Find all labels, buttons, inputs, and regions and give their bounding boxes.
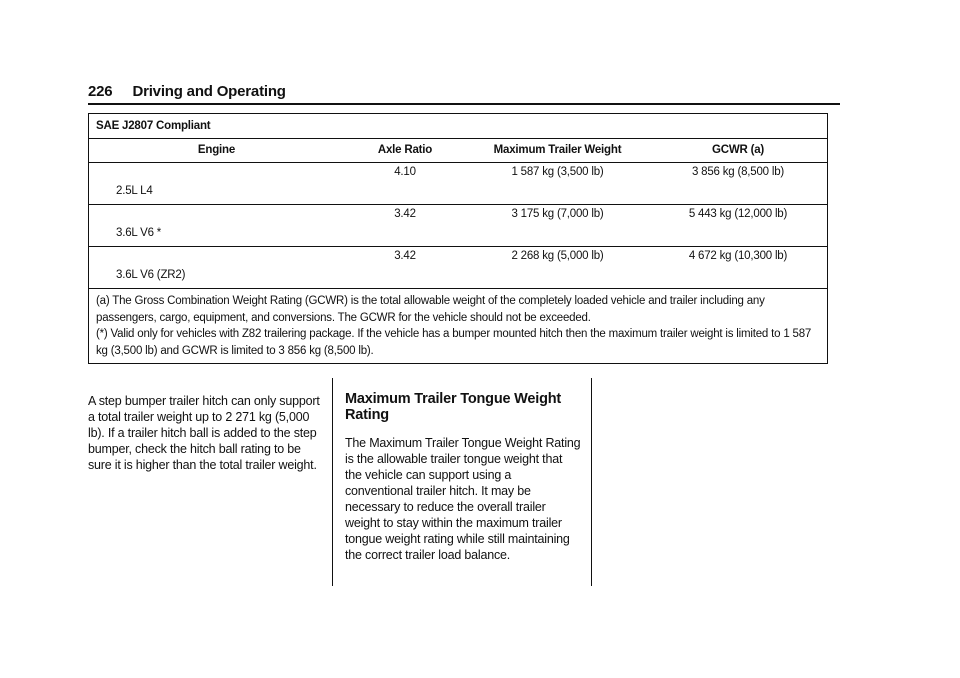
table-cell-axle-ratio: 3.42 [344,247,466,289]
section-title: Driving and Operating [132,83,286,100]
column-header-axle-ratio: Axle Ratio [344,139,466,163]
table-cell-max-trailer-weight: 1 587 kg (3,500 lb) [466,163,649,205]
column-divider [332,378,333,586]
table-cell-engine: 3.6L V6 (ZR2) [89,247,344,289]
table-notes [89,289,827,363]
gcwr-footnote: (a) The Gross Combination Weight Rating (GCWR) is the total allowable weight of the completely loaded vehicle and trailer including any passengers, cargo, equipment, and conversions. The GCWR for the vehicle should not be exceeded. [96,295,765,324]
page-header [88,83,840,100]
table-cell-gcwr: 4 672 kg (10,300 lb) [649,247,827,289]
table-cell-gcwr: 5 443 kg (12,000 lb) [649,205,827,247]
table-caption: SAE J2807 Compliant [89,114,827,139]
table-cell-gcwr: 3 856 kg (8,500 lb) [649,163,827,205]
table-cell-axle-ratio: 3.42 [344,205,466,247]
header-rule [88,103,840,105]
table-cell-axle-ratio: 4.10 [344,163,466,205]
section-body: The Maximum Trailer Tongue Weight Rating is the allowable trailer tongue weight that the vehicle can support using a conventional trailer hitch. It may be necessary to reduce the overall trailer weight to stay within the maximum trailer tongue weight rating while still maintaining the correct trailer load balance. [345,436,581,562]
column-header-max-trailer-weight: Maximum Trailer Weight [466,139,649,163]
tongue-weight-section [345,391,581,563]
column-header-engine: Engine [89,139,344,163]
step-bumper-paragraph: A step bumper trailer hitch can only support a total trailer weight up to 2 271 kg (5,000 lb). If a trailer hitch ball is added to the step bumper, check the hitch ball rating to be sure it is higher than the total trailer weight. [88,394,320,472]
column-divider [591,378,592,586]
table-grid [89,139,827,289]
section-heading: Maximum Trailer Tongue Weight Rating [345,391,562,423]
page-number: 226 [88,83,113,100]
table-cell-engine: 3.6L V6 * [89,205,344,247]
table-cell-max-trailer-weight: 3 175 kg (7,000 lb) [466,205,649,247]
column-header-gcwr: GCWR (a) [649,139,827,163]
trailer-spec-table [88,113,828,364]
z82-footnote: (*) Valid only for vehicles with Z82 trailering package. If the vehicle has a bumper mounted hitch then the maximum trailer weight is limited to 1 587 kg (3,500 lb) and GCWR is limited to 3 856 kg (8,500 lb). [96,328,812,357]
table-cell-engine: 2.5L L4 [89,163,344,205]
table-cell-max-trailer-weight: 2 268 kg (5,000 lb) [466,247,649,289]
